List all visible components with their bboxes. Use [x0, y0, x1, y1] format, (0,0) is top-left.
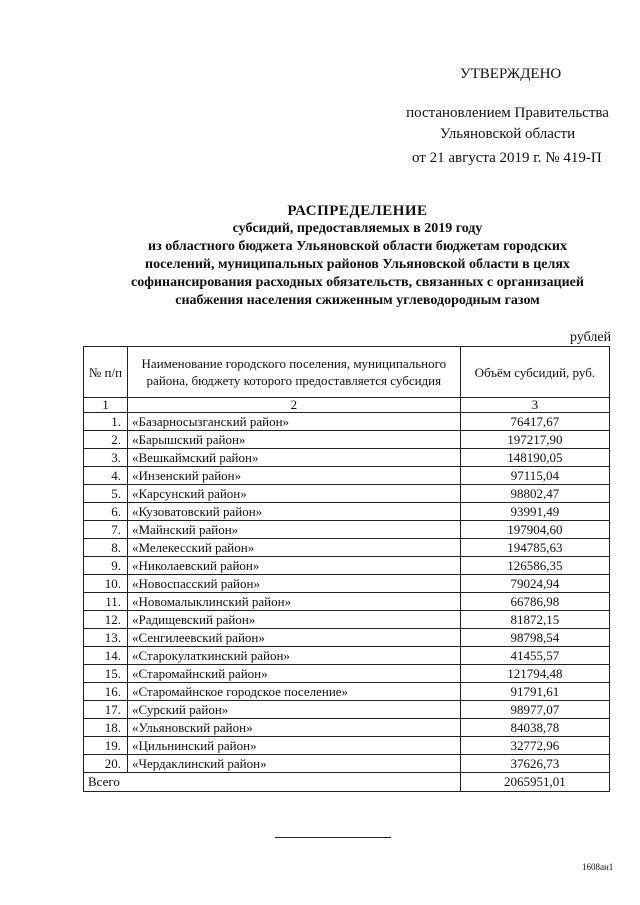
title-line-1: субсидий, предоставляемых в 2019 году	[232, 221, 483, 236]
table-row	[84, 611, 610, 629]
row-amount: 97115,04	[460, 467, 609, 485]
row-name: «Вешкаймский район»	[128, 449, 461, 467]
table-body	[84, 413, 610, 773]
row-number: 11.	[84, 593, 128, 611]
divider-line	[275, 837, 391, 838]
approval-date: от 21 августа 2019 г. № 419-П	[412, 150, 602, 166]
table-row	[84, 449, 610, 467]
row-amount: 32772,96	[460, 737, 609, 755]
table-row	[84, 431, 610, 449]
row-name: «Старомайнское городское поселение»	[128, 683, 461, 701]
total-label: Всего	[84, 773, 461, 792]
row-amount: 66786,98	[460, 593, 609, 611]
header-amount: Объём субсидий, руб.	[460, 347, 609, 398]
row-amount: 41455,57	[460, 647, 609, 665]
row-number: 17.	[84, 701, 128, 719]
row-name: «Радищевский район»	[128, 611, 461, 629]
row-number: 4.	[84, 467, 128, 485]
approval-line-2: Ульяновской области	[439, 126, 576, 142]
row-amount: 91791,61	[460, 683, 609, 701]
row-number: 20.	[84, 755, 128, 773]
table-row	[84, 701, 610, 719]
row-name: «Старомайнский район»	[128, 665, 461, 683]
table-row	[84, 719, 610, 737]
row-name: «Цильнинский район»	[128, 737, 461, 755]
header-num: № п/п	[84, 347, 128, 398]
table-row	[84, 467, 610, 485]
row-amount: 93991,49	[460, 503, 609, 521]
row-amount: 197904,60	[460, 521, 609, 539]
row-amount: 194785,63	[460, 539, 609, 557]
row-number: 3.	[84, 449, 128, 467]
approval-title: УТВЕРЖДЕНО	[460, 66, 562, 82]
row-amount: 126586,35	[460, 557, 609, 575]
index-cell: 3	[460, 398, 609, 413]
total-amount: 2065951,01	[460, 773, 609, 792]
table-row	[84, 539, 610, 557]
row-number: 14.	[84, 647, 128, 665]
row-amount: 121794,48	[460, 665, 609, 683]
title-line-3: поселений, муниципальных районов Ульяновской области в целях	[145, 257, 570, 272]
document-code: 1608ан1	[582, 862, 614, 872]
row-number: 5.	[84, 485, 128, 503]
row-amount: 81872,15	[460, 611, 609, 629]
row-number: 9.	[84, 557, 128, 575]
document-title	[60, 202, 640, 310]
row-number: 16.	[84, 683, 128, 701]
row-number: 15.	[84, 665, 128, 683]
row-number: 2.	[84, 431, 128, 449]
row-name: «Мелекесский район»	[128, 539, 461, 557]
title-line-4: софинансирования расходных обязательств, связанных с организацией	[131, 275, 584, 290]
row-number: 19.	[84, 737, 128, 755]
table-row	[84, 575, 610, 593]
row-number: 12.	[84, 611, 128, 629]
row-amount: 76417,67	[460, 413, 609, 431]
row-amount: 98798,54	[460, 629, 609, 647]
row-amount: 98977,07	[460, 701, 609, 719]
table-row	[84, 755, 610, 773]
header-row	[84, 347, 610, 398]
row-name: «Майнский район»	[128, 521, 461, 539]
index-cell: 2	[128, 398, 461, 413]
row-name: «Сурский район»	[128, 701, 461, 719]
row-number: 7.	[84, 521, 128, 539]
row-amount: 197217,90	[460, 431, 609, 449]
row-name: «Новоспасский район»	[128, 575, 461, 593]
row-number: 10.	[84, 575, 128, 593]
table-row	[84, 557, 610, 575]
row-name: «Новомалыклинский район»	[128, 593, 461, 611]
row-name: «Старокулаткинский район»	[128, 647, 461, 665]
row-amount: 98802,47	[460, 485, 609, 503]
row-number: 13.	[84, 629, 128, 647]
row-amount: 37626,73	[460, 755, 609, 773]
total-row	[84, 773, 610, 792]
row-name: «Чердаклинский район»	[128, 755, 461, 773]
currency-unit: рублей	[570, 330, 612, 345]
row-amount: 148190,05	[460, 449, 609, 467]
row-name: «Инзенский район»	[128, 467, 461, 485]
table-row	[84, 521, 610, 539]
table-row	[84, 737, 610, 755]
row-number: 6.	[84, 503, 128, 521]
table-row	[84, 413, 610, 431]
row-number: 8.	[84, 539, 128, 557]
row-name: «Базарносызганский район»	[128, 413, 461, 431]
table-row	[84, 485, 610, 503]
title-line-2: из областного бюджета Ульяновской области бюджетам городских	[148, 239, 567, 254]
table-row	[84, 503, 610, 521]
row-name: «Ульяновский район»	[128, 719, 461, 737]
row-amount: 79024,94	[460, 575, 609, 593]
title-main: РАСПРЕДЕЛЕНИЕ	[287, 203, 428, 219]
table-row	[84, 665, 610, 683]
table-row	[84, 683, 610, 701]
row-number: 18.	[84, 719, 128, 737]
row-name: «Сенгилеевский район»	[128, 629, 461, 647]
row-amount: 84038,78	[460, 719, 609, 737]
row-name: «Карсунский район»	[128, 485, 461, 503]
table-row	[84, 629, 610, 647]
row-name: «Барышский район»	[128, 431, 461, 449]
table-row	[84, 593, 610, 611]
subsidy-table	[83, 346, 610, 792]
table-row	[84, 647, 610, 665]
row-name: «Николаевский район»	[128, 557, 461, 575]
index-row	[84, 398, 610, 413]
header-name: Наименование городского поселения, муниципального района, бюджету которого предоставляется субсидия	[128, 347, 461, 398]
title-line-5: снабжения населения сжиженным углеводородным газом	[175, 293, 540, 308]
row-name: «Кузоватовский район»	[128, 503, 461, 521]
index-cell: 1	[84, 398, 128, 413]
row-number: 1.	[84, 413, 128, 431]
approval-authority	[395, 103, 620, 145]
approval-line-1: постановлением Правительства	[406, 105, 609, 121]
